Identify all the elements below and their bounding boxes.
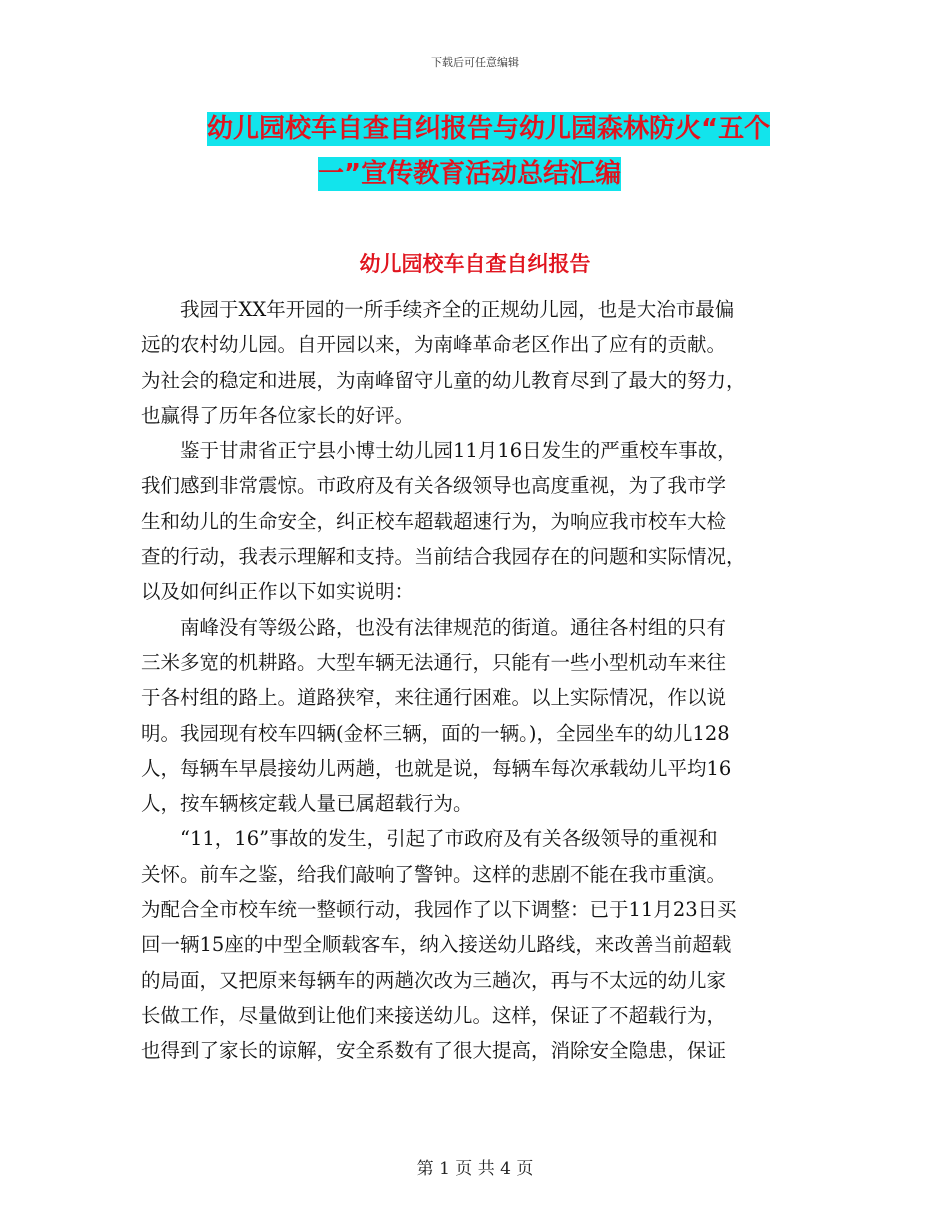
text-line: 南峰没有等级公路，也没有法律规范的街道。通往各村组的只有 <box>141 615 727 639</box>
document-title-line-1 <box>0 112 950 146</box>
text-line: 也赢得了历年各位家长的好评。 <box>141 403 415 427</box>
text-line: 回一辆15座的中型全顺载客车，纳入接送幼儿路线，来改善当前超载 <box>141 933 732 957</box>
text-line: “11，16”事故的发生，引起了市政府及有关各级领导的重视和 <box>141 827 718 851</box>
paragraph-4 <box>141 821 811 1068</box>
text-line: 为配合全市校车统一整顿行动，我园作了以下调整：已于11月23日买 <box>141 898 737 922</box>
page-footer: 第 1 页 共 4 页 <box>416 1159 534 1179</box>
document-body <box>141 292 811 1069</box>
text-line: 三米多宽的机耕路。大型车辆无法通行，只能有一些小型机动车来往 <box>141 650 727 674</box>
text-line: 于各村组的路上。道路狭窄，来往通行困难。以上实际情况，作以说 <box>141 686 727 710</box>
page-header-note: 下载后可任意编辑 <box>431 56 519 69</box>
text-line: 远的农村幼儿园。自开园以来，为南峰革命老区作出了应有的贡献。 <box>141 333 727 357</box>
paragraph-3 <box>141 610 811 822</box>
text-line: 为社会的稳定和进展，为南峰留守儿童的幼儿教育尽到了最大的努力， <box>141 368 746 392</box>
text-line: 长做工作，尽量做到让他们来接送幼儿。这样，保证了不超载行为， <box>141 1003 727 1027</box>
text-line: 关怀。前车之鉴，给我们敲响了警钟。这样的悲剧不能在我市重演。 <box>141 862 727 886</box>
paragraph-1 <box>141 292 811 433</box>
section-heading: 幼儿园校车自查自纠报告 <box>359 252 591 276</box>
document-title-text-1: 幼儿园校车自查自纠报告与幼儿园森林防火“五个 <box>207 114 771 144</box>
text-line: 明。我园现有校车四辆(金杯三辆，面的一辆。)，全园坐车的幼儿128 <box>141 721 730 745</box>
text-line: 也得到了家长的谅解，安全系数有了很大提高，消除安全隐患，保证 <box>141 1039 727 1063</box>
text-line: 我们感到非常震惊。市政府及有关各级领导也高度重视，为了我市学 <box>141 474 727 498</box>
text-line: 的局面，又把原来每辆车的两趟次改为三趟次，再与不太远的幼儿家 <box>141 968 727 992</box>
document-title-line-2 <box>0 157 950 191</box>
text-line: 人，每辆车早晨接幼儿两趟，也就是说，每辆车每次承载幼儿平均16 <box>141 756 732 780</box>
text-line: 我园于XX年开园的一所手续齐全的正规幼儿园，也是大冶市最偏 <box>141 298 735 321</box>
text-line: 鉴于甘肃省正宁县小博士幼儿园11月16日发生的严重校车事故， <box>141 439 737 463</box>
text-line: 查的行动，我表示理解和支持。当前结合我园存在的问题和实际情况， <box>141 545 746 569</box>
paragraph-2 <box>141 433 811 609</box>
document-title-text-2: 一”宣传教育活动总结汇编 <box>318 159 622 189</box>
text-line: 生和幼儿的生命安全，纠正校车超载超速行为，为响应我市校车大检 <box>141 509 727 533</box>
text-line: 以及如何纠正作以下如实说明： <box>141 580 415 604</box>
text-line: 人，按车辆核定载人量已属超载行为。 <box>141 792 473 816</box>
